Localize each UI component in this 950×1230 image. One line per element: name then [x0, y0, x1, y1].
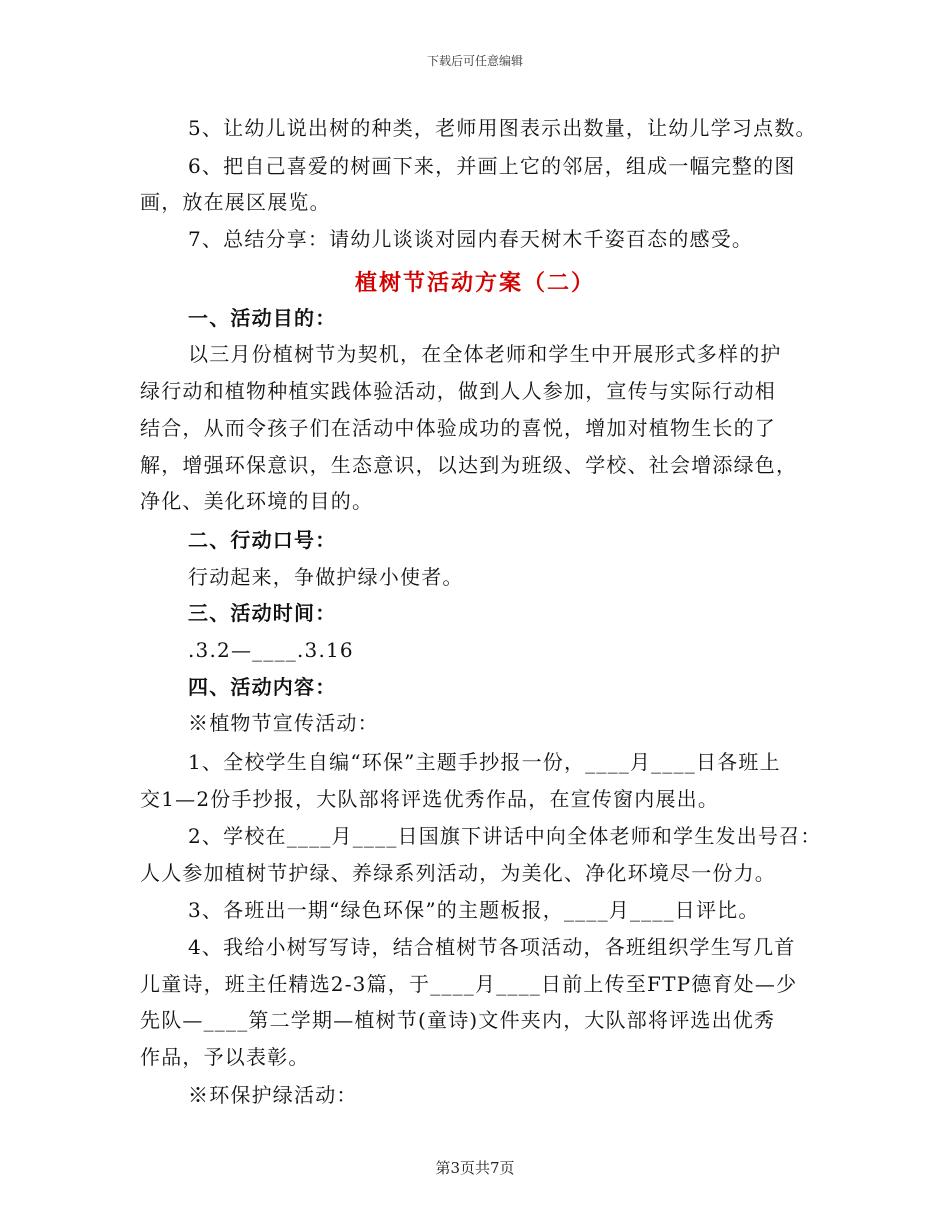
content-item-4: 4、我给小树写写诗，结合植树节各项活动，各班组织学生写几首	[188, 935, 796, 959]
paragraph-line: 结合，从而令孩子们在活动中体验成功的喜悦，增加对植物生长的了	[140, 416, 776, 440]
heading-time: 三、活动时间：	[188, 601, 337, 625]
paragraph-line: 绿行动和植物种植实践体验活动，做到人人参加，宣传与实际行动相	[140, 379, 776, 403]
section-title: 植树节活动方案（二）	[354, 270, 595, 296]
heading-purpose: 一、活动目的：	[188, 306, 337, 330]
paragraph-line: 净化、美化环境的目的。	[140, 489, 374, 513]
paragraph-line: 解，增强环保意识，生态意识，以达到为班级、学校、社会增添绿色，	[140, 453, 798, 477]
content-item-4-cont: 作品，予以表彰。	[140, 1045, 310, 1069]
time-text: .3.2—____.3.16	[188, 638, 354, 662]
paragraph-line: 以三月份植树节为契机，在全体老师和学生中开展形式多样的护	[188, 342, 782, 366]
subheading-green: ※环保护绿活动：	[188, 1083, 358, 1107]
content-item-2-cont: 人人参加植树节护绿、养绿系列活动，为美化、净化环境尽一份力。	[140, 861, 776, 885]
page-header: 下载后可任意编辑	[426, 54, 523, 68]
content-item-4-cont: 儿童诗，班主任精选2-3篇，于____月____日前上传至FTP德育处—少	[140, 972, 798, 996]
subheading-promo: ※植物节宣传活动：	[188, 711, 379, 735]
heading-slogan: 二、行动口号：	[188, 528, 337, 552]
content-item-1-cont: 交1—2份手抄报，大队部将评选优秀作品，在宣传窗内展出。	[140, 787, 720, 811]
slogan-text: 行动起来，争做护绿小使者。	[188, 565, 464, 589]
content-item-4-cont: 先队—____第二学期—植树节(童诗)文件夹内，大队部将评选出优秀	[140, 1008, 776, 1032]
content-item-3: 3、各班出一期“绿色环保”的主题板报，____月____日评比。	[188, 898, 760, 922]
list-item-7: 7、总结分享：请幼儿谈谈对园内春天树木千姿百态的感受。	[188, 227, 754, 251]
list-item-6-cont: 画，放在展区展览。	[140, 190, 331, 214]
content-item-2: 2、学校在____月____日国旗下讲话中向全体老师和学生发出号召：	[188, 824, 822, 848]
content-item-1: 1、全校学生自编“环保”主题手抄报一份，____月____日各班上	[188, 750, 781, 774]
list-item-6: 6、把自己喜爱的树画下来，并画上它的邻居，组成一幅完整的图	[188, 154, 796, 178]
heading-content: 四、活动内容：	[188, 675, 337, 699]
list-item-5: 5、让幼儿说出树的种类，老师用图表示出数量，让幼儿学习点数。	[188, 116, 817, 140]
page-footer: 第3页共7页	[435, 1159, 515, 1177]
